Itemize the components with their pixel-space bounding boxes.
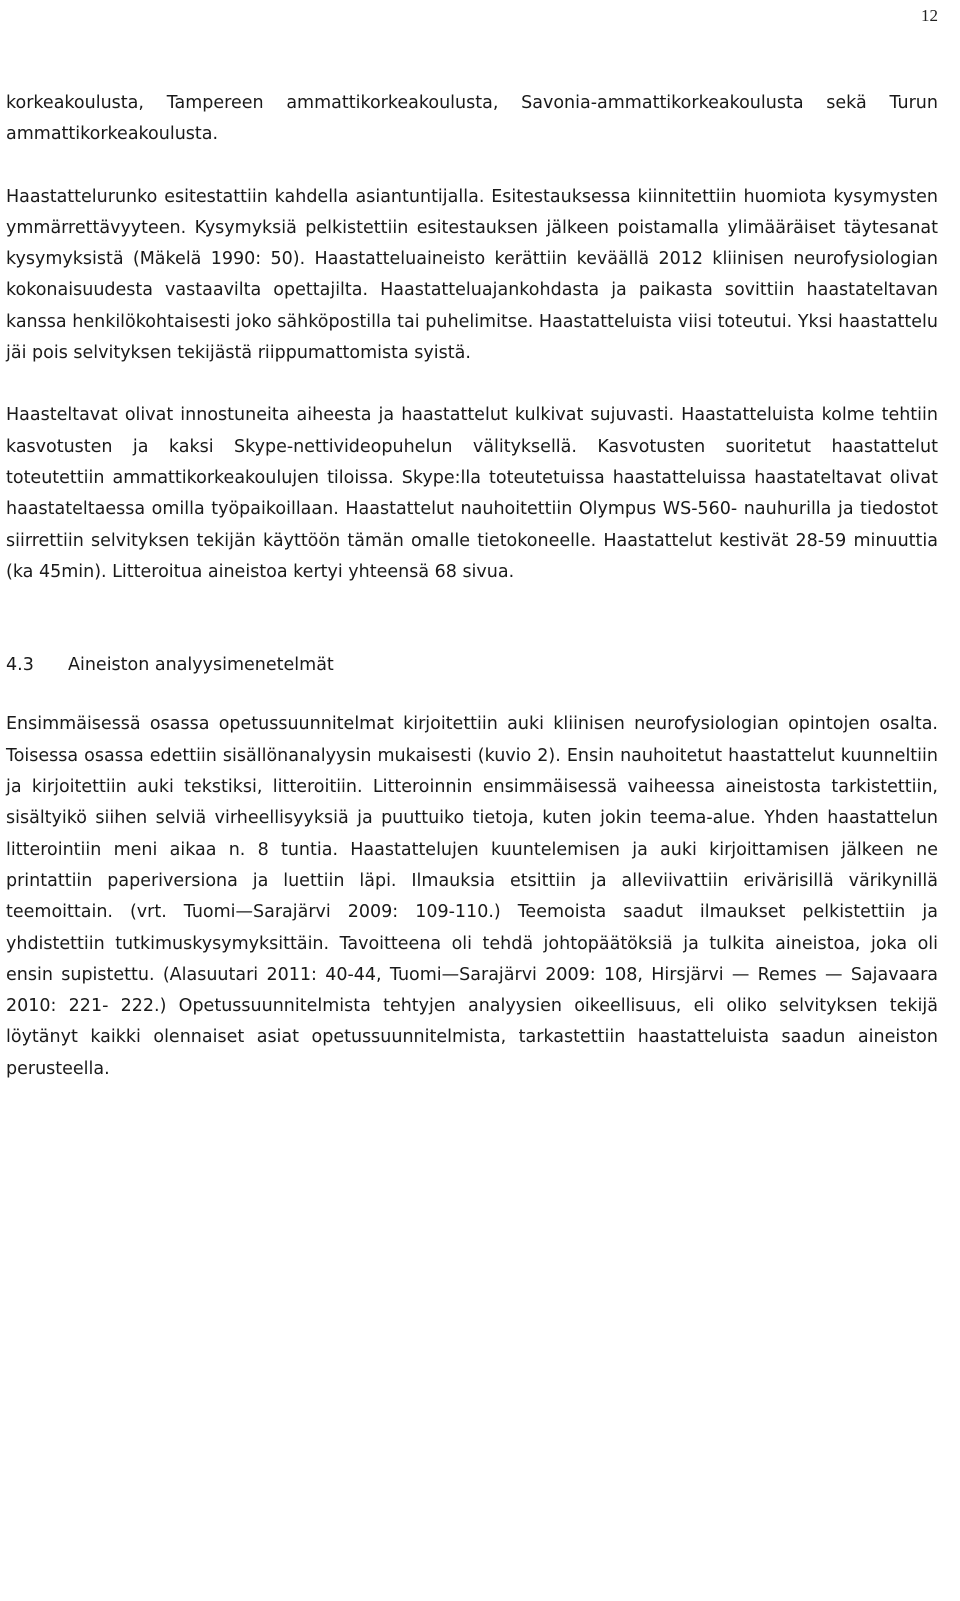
section-heading	[6, 650, 938, 681]
paragraph-analysis: Ensimmäisessä osassa opetussuunnitelmat kirjoitettiin auki kliinisen neurofysiologian opintojen osalta. Toisessa osassa edettiin sisällönanalyysin mukaisesti (kuvio 2). Ensin nauhoitetut haastattelut kuunneltiin ja kirjoitettiin auki tekstiksi, litteroitiin. Litteroinnin ensimmäisessä vaiheessa aineistosta tarkistettiin, sisältyikö siihen selviä virheellisyyksiä ja puuttuiko tietoja, kuten jokin teema-alue. Yhden haastattelun litterointiin meni aikaa n. 8 tuntia. Haastattelujen kuuntelemisen ja auki kirjoittamisen jälkeen ne printattiin paperiversiona ja luettiin läpi. Ilmauksia etsittiin ja alleviivattiin erivärisillä värikynillä teemoittain. (vrt. Tuomi—Sarajärvi 2009: 109-110.) Teemoista saadut ilmaukset pelkistettiin ja yhdistettiin tutkimuskysymyksittäin. Tavoitteena oli tehdä johtopäätöksiä ja tulkita aineistoa, joka oli ensin supistettu. (Alasuutari 2011: 40-44, Tuomi—Sarajärvi 2009: 108, Hirsjärvi — Remes — Sajavaara 2010: 221- 222.) Opetussuunnitelmista tehtyjen analyysien oikeellisuus, eli oliko selvityksen tekijä löytänyt kaikki olennaiset asiat opetussuunnitelmista, tarkastettiin haastatteluista saadun aineiston perusteella.	[6, 714, 938, 1079]
section-number: 4.3	[6, 655, 34, 676]
section-title: Aineiston analyysimenetelmät	[68, 655, 334, 676]
paragraph-interviews: Haasteltavat olivat innostuneita aiheesta ja haastattelut kulkivat sujuvasti. Haastatteluista kolme tehtiin kasvotusten ja kaksi Skype-nettivideopuhelun välityksellä. Kasvotusten suoritetut haastattelut toteutettiin ammattikorkeakoulujen tiloissa. Skype:lla toteutetuissa haastatteluissa haastateltavat olivat haastateltaessa omilla työpaikoillaan. Haastattelut nauhoitettiin Olympus WS-560- nauhurilla ja tiedostot siirrettiin selvityksen tekijän käyttöön tämän omalle tietokoneelle. Haastattelut kestivät 28-59 minuuttia (ka 45min). Litteroitua aineistoa kertyi yhteensä 68 sivua.	[6, 405, 938, 582]
paragraph-institutions: korkeakoulusta, Tampereen ammattikorkeakoulusta, Savonia-ammattikorkeakoulusta sekä Turun ammattikorkeakoulusta.	[6, 93, 938, 145]
paragraph-pretest: Haastattelurunko esitestattiin kahdella asiantuntijalla. Esitestauksessa kiinnitettiin huomiota kysymysten ymmärrettävyyteen. Kysymyksiä pelkistettiin esitestauksen jälkeen poistamalla ylimääräiset täytesanat kysymyksistä (Mäkelä 1990: 50). Haastatteluaineisto kerättiin keväällä 2012 kliinisen neurofysiologian kokonaisuudesta vastaavilta opettajilta. Haastatteluajankohdasta ja paikasta sovittiin haastateltavan kanssa henkilökohtaisesti joko sähköpostilla tai puhelimitse. Haastatteluista viisi toteutui. Yksi haastattelu jäi pois selvityksen tekijästä riippumattomista syistä.	[6, 186, 938, 364]
page-number: 12	[921, 6, 938, 25]
document-body	[6, 88, 938, 1085]
